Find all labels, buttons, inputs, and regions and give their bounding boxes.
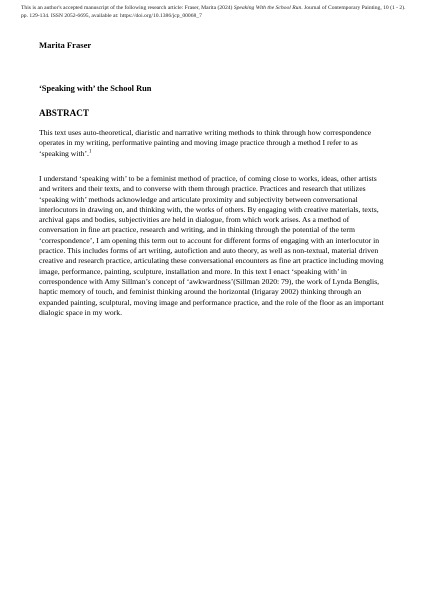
footnote-marker[interactable]: 1	[88, 149, 92, 155]
abstract-heading: ABSTRACT	[39, 108, 90, 118]
paragraph-1-text: This text uses auto-theoretical, diaristic and narrative writing methods to think through how correspondence operates in my writing, performative painting and moving image practice through a method I refer to as ‘speaking with’.	[39, 128, 372, 158]
citation-prefix: This is an author's accepted manuscript of the following research article: Fraser, Marita (2024)	[21, 5, 234, 11]
citation-suffix: . Journal of Contemporary Painting, 10 (1 - 2). pp. 129-134. ISSN 2052-6695, available at: https://doi.org/10.1386/jcp_00068_7	[21, 5, 406, 19]
article-title: ‘Speaking with’ the School Run	[39, 84, 152, 93]
citation-article-title: Speaking With the School Run	[233, 5, 302, 11]
abstract-paragraph-1	[39, 128, 389, 159]
abstract-paragraph-2: I understand ‘speaking with’ to be a feminist method of practice, of coming close to works, ideas, other artists and writers and their texts, and to converse with them through practice. Practices and research that utilizes ‘speaking with’ methods acknowledge and articulate proximity and subjectivity between conversational interlocutors in drawing on, and thinking with, the works of others. By engaging with creative materials, texts, archival gaps and bodies, subjectivities are held in dialogue, from which work arises. As a method of conversation in fine art practice, research and writing, and in thinking through the potential of the term ‘correspondence’, I am opening this term out to account for different forms of engaging with an interlocutor in practice. This includes forms of art writing, autofiction and auto theory, as well as non-textual, material driven creative and research practice, articulating these conversational encounters as fine art practice including moving image, performance, painting, sculpture, installation and more. In this text I enact ‘speaking with’ in correspondence with Amy Sillman’s concept of ‘awkwardness’(Sillman 2020: 79), the work of Lynda Benglis, haptic memory of touch, and feminist thinking around the horizontal (Irigaray 2002) thinking through an expanded painting, sculptural, moving image and performance practice, and the role of the floor as an important dialogic space in my work.	[39, 174, 384, 317]
author-name: Marita Fraser	[39, 40, 92, 50]
citation-header	[21, 4, 411, 20]
